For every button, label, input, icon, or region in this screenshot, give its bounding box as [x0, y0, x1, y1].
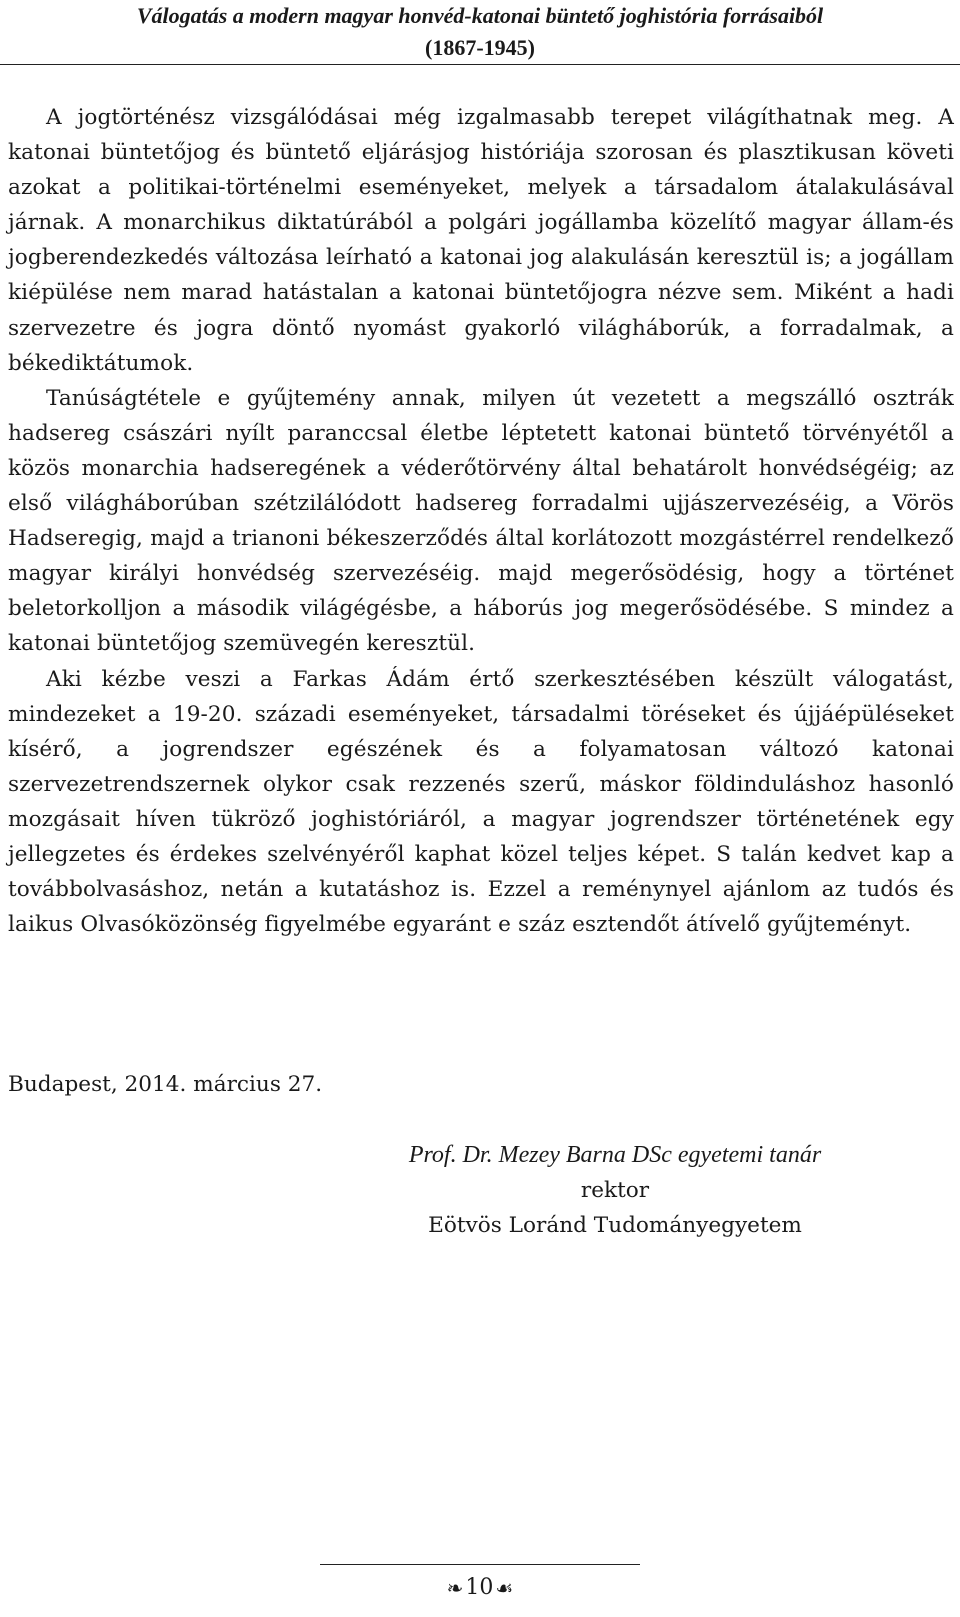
page-footer [0, 1572, 960, 1604]
paragraph-2: Tanúságtétele e gyűjtemény annak, milyen út vezetett a megszálló osztrák hadsereg császári nyílt paranccsal életbe léptetett katonai büntető törvényétől a közös monarchia hadseregének a véderőtörvény által behatárolt honvédségéig; az első világháborúban szétzilálódott hadsereg forradalmi ujjászervezéséig, a Vörös Hadseregig, majd a trianoni békeszerződés által korlátozott mozgástérrel rendelkező magyar királyi honvédség szervezéséig. majd megerősödésig, hogy a történet beletorkolljon a második világégésbe, a háborús jog megerősödésébe. S mindez a katonai büntetőjog szemüvegén keresztül. [8, 385, 954, 657]
page-number: 10 [465, 1575, 494, 1600]
place-date: Budapest, 2014. március 27. [8, 1072, 323, 1097]
signature-block [360, 1138, 870, 1243]
paragraph-3: Aki kézbe veszi a Farkas Ádám értő szerkesztésében készült válogatást, mindezeket a 19-20. századi eseményeket, társadalmi töréseket és újjáépüléseket kísérő, a jogrendszer egészének és a folyamatosan változó katonai szervezetrendszernek olykor csak rezzenés szerű, máskor földinduláshoz hasonló mozgásait híven tükröző joghistóriáról, a magyar jogrendszer történetének egy jellegzetes és érdekes szelvényéről kaphat közel teljes képet. S talán kedvet kap a továbbolvasáshoz, netán a kutatáshoz is. Ezzel a reménynyel ajánlom az tudós és laikus Olvasóközönség figyelmébe egyaránt e száz esztendőt átívelő gyűjteményt. [8, 666, 954, 938]
signature-role: rektor [580, 1178, 650, 1203]
header-divider [0, 64, 960, 65]
body-text [8, 100, 954, 942]
signature-institution: Eötvös Loránd Tudományegyetem [428, 1213, 802, 1238]
ornament-right-icon: ☙ [495, 1576, 514, 1600]
running-header-years: (1867-1945) [425, 35, 535, 60]
running-header-title: Válogatás a modern magyar honvéd-katonai büntető joghistória forrásaiból [136, 3, 824, 28]
footer-divider [320, 1564, 640, 1565]
running-header [0, 0, 960, 64]
signature-name: Prof. Dr. Mezey Barna DSc egyetemi tanár [408, 1142, 822, 1168]
ornament-left-icon: ❧ [446, 1576, 464, 1600]
paragraph-1: A jogtörténész vizsgálódásai még izgalmasabb terepet világíthatnak meg. A katonai büntetőjog és büntető eljárásjog históriája szorosan és plasztikusan követi azokat a politikai-történelmi eseményeket, melyek a társadalom átalakulásával járnak. A monarchikus diktatúrából a polgári jogállamba közelítő magyar állam-és jogberendezkedés változása leírható a katonai jog alakulásán keresztül is; a jogállam kiépülése nem marad hatástalan a katonai büntetőjogra nézve sem. Miként a hadi szervezetre és jogra döntő nyomást gyakorló világháborúk, a forradalmak, a békediktátumok. [8, 105, 954, 376]
